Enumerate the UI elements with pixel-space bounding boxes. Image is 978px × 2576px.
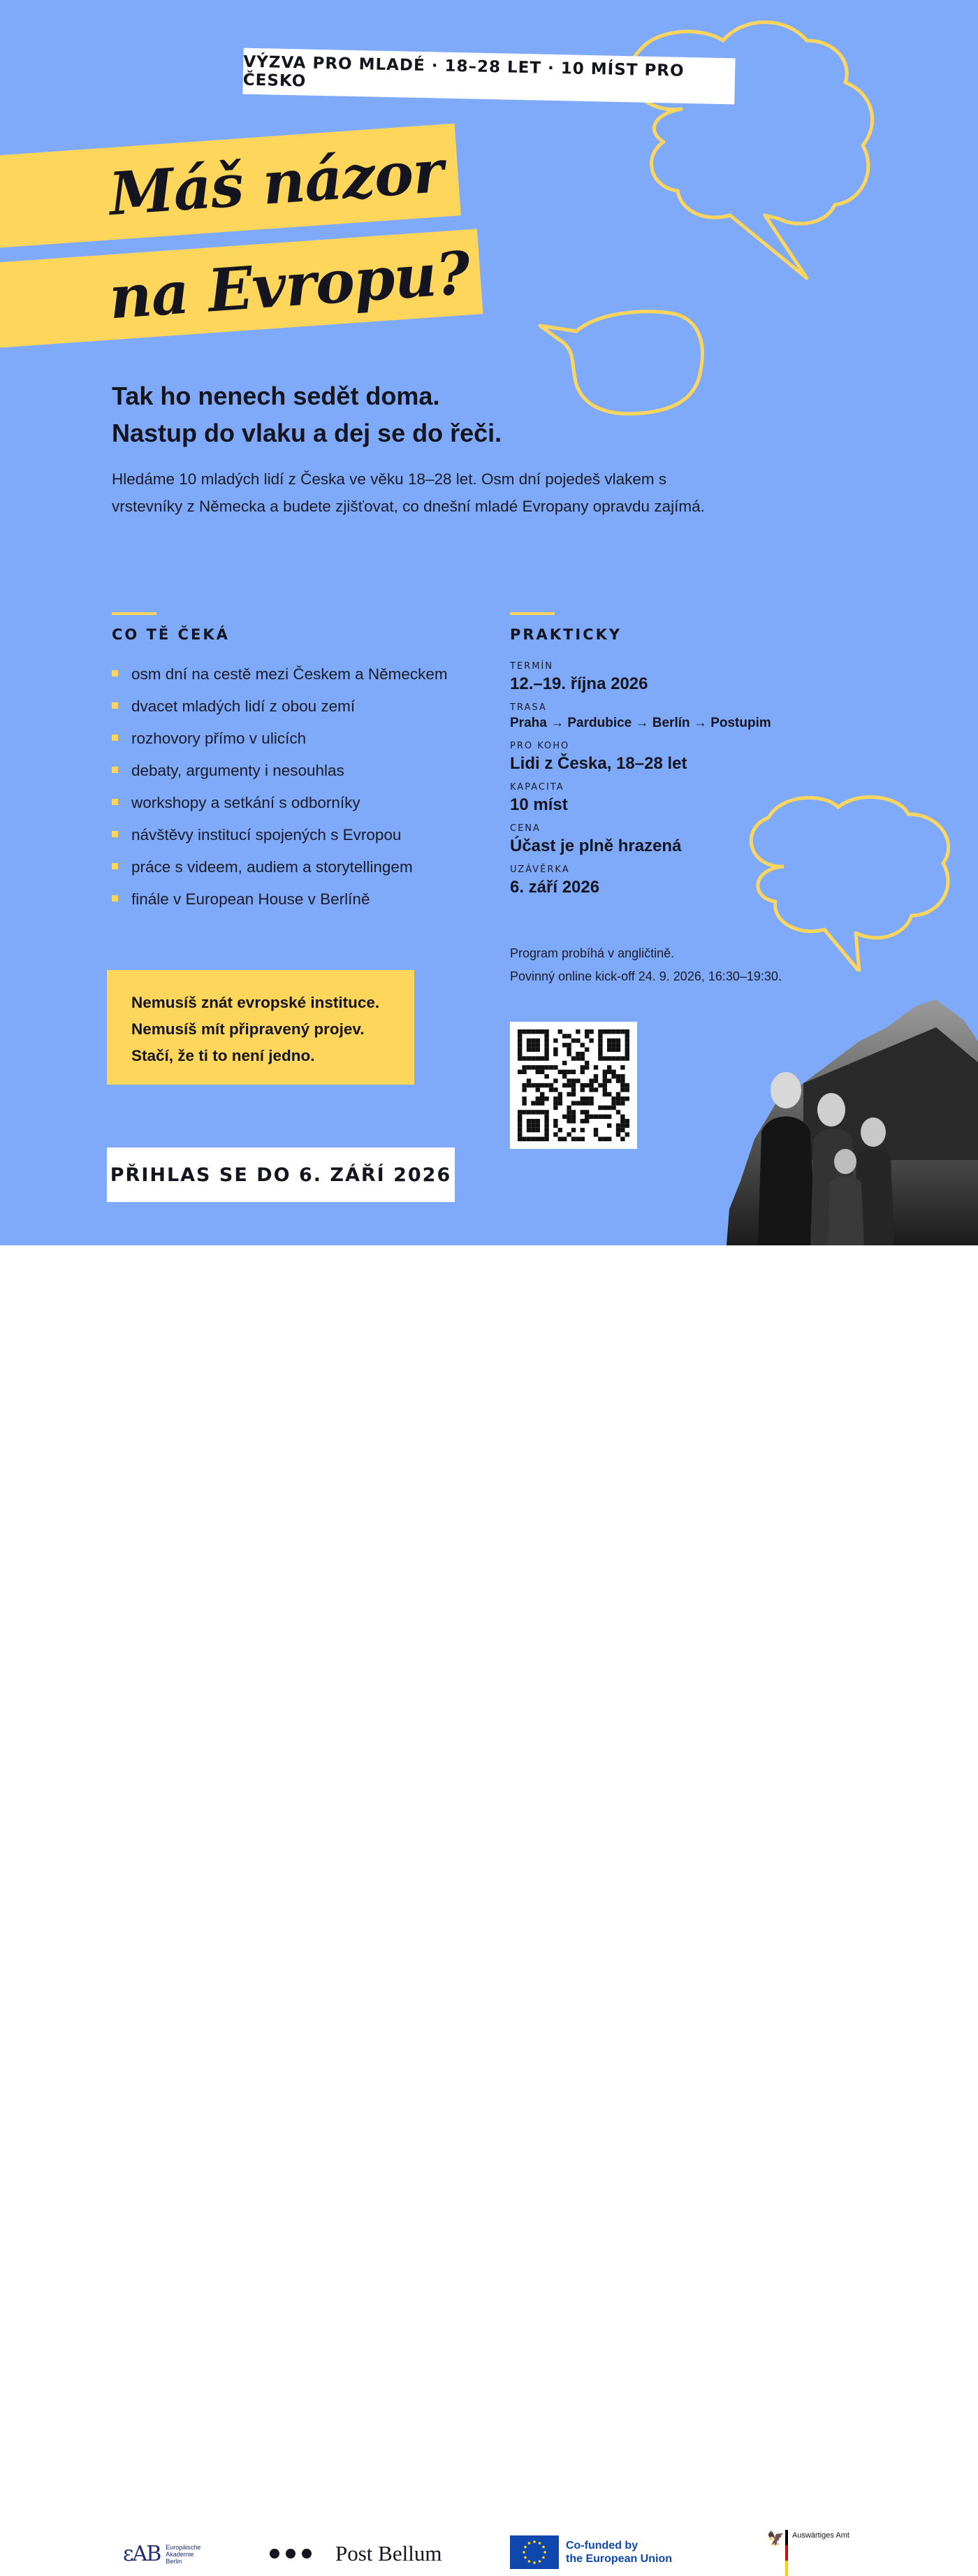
fact-label-audience: PRO KOHO — [510, 741, 570, 751]
note-kickoff: Povinný online kick-off 24. 9. 2026, 16:30–19:30. — [510, 969, 782, 983]
fact-label-capacity: KAPACITA — [510, 782, 564, 793]
eab-logo-icon: ɛAB — [123, 2542, 161, 2566]
reassurance-line-3: Stačí, že ti to není jedno. — [131, 1047, 315, 1064]
logo-eab[interactable] — [123, 2542, 200, 2566]
note-language: Program probíhá v angličtině. — [510, 946, 675, 960]
what-awaits-list — [112, 665, 475, 922]
apply-button[interactable] — [107, 1148, 455, 1202]
bullet-square-icon — [112, 799, 118, 805]
bullet-square-icon — [112, 670, 118, 676]
section-accent-bar — [112, 612, 156, 615]
section-title-what-awaits: CO TĚ ČEKÁ — [112, 626, 230, 643]
bullet-square-icon — [112, 735, 118, 741]
footer-logos — [0, 1245, 978, 2566]
fact-value-price: Účast je plně hrazená — [510, 837, 682, 855]
fact-label-deadline: UZÁVĚRKA — [510, 864, 570, 875]
fact-value-route: Praha → Pardubice → Berlín → Postupim — [510, 716, 771, 730]
fact-value-deadline: 6. září 2026 — [510, 878, 600, 897]
eab-logo-text: Europäische Akademie Berlin — [166, 2543, 201, 2565]
section-accent-bar — [510, 612, 555, 615]
eagle-icon: 🦅 — [767, 2530, 784, 2547]
section-title-practical: PRAKTICKY — [510, 626, 622, 643]
subheadline-line-2: Nastup do vlaku a dej se do řeči. — [112, 419, 502, 447]
tagline-banner — [242, 48, 735, 105]
practical-facts — [510, 661, 838, 906]
eu-flag-icon — [510, 2535, 559, 2569]
headline-band-1 — [0, 124, 461, 249]
apply-button-label: PŘIHLAS SE DO 6. ZÁŘÍ 2026 — [110, 1164, 452, 1186]
fact-value-date: 12.–19. října 2026 — [510, 674, 648, 693]
qr-code-graphic — [510, 1022, 637, 1149]
qr-code[interactable] — [510, 1022, 637, 1149]
fact-label-route: TRASA — [510, 702, 547, 713]
eu-cofunded-text: Co-funded by the European Union — [566, 2540, 672, 2565]
list-item: debaty, argumenty i nesouhlas — [112, 762, 475, 794]
list-item: rozhovory přímo v ulicích — [112, 730, 475, 762]
fact-value-capacity: 10 míst — [510, 795, 568, 814]
fact-label-date: TERMÍN — [510, 661, 553, 672]
tagline-text: VÝZVA PRO MLADÉ · 18–28 LET · 10 MÍST PRO ČESKO — [242, 52, 685, 91]
headline-line-1: Máš názor — [106, 136, 446, 229]
post-bellum-text: Post Bellum — [335, 2541, 442, 2566]
list-item: finále v European House v Berlíně — [112, 890, 475, 922]
list-item: práce s videem, audiem a storytellingem — [112, 858, 475, 890]
headline-band-2 — [0, 229, 483, 348]
poster — [0, 0, 978, 1245]
logo-post-bellum[interactable] — [270, 2541, 441, 2566]
reassurance-box — [107, 970, 414, 1085]
list-item: workshopy a setkání s odborníky — [112, 794, 475, 826]
subheadline — [112, 377, 643, 451]
bullet-square-icon — [112, 863, 118, 869]
reassurance-line-1: Nemusíš znát evropské instituce. — [131, 994, 380, 1011]
logo-eu[interactable] — [510, 2535, 672, 2569]
list-item: návštěvy institucí spojených s Evropou — [112, 826, 475, 858]
post-bellum-dots-icon — [270, 2549, 312, 2559]
logo-auswaertiges-amt[interactable] — [767, 2530, 849, 2576]
fact-value-audience: Lidi z Česka, 18–28 let — [510, 754, 687, 773]
german-flag-stripe — [785, 2530, 788, 2576]
subheadline-line-1: Tak ho nenech sedět doma. — [112, 382, 440, 410]
bullet-square-icon — [112, 895, 118, 902]
list-item: osm dní na cestě mezi Českem a Německem — [112, 665, 475, 697]
historic-photo — [727, 999, 978, 1245]
speech-bubble-icon — [597, 13, 891, 285]
bullet-square-icon — [112, 702, 118, 709]
practical-notes — [510, 942, 824, 988]
headline-line-2: na Evropu? — [106, 237, 472, 332]
bullet-square-icon — [112, 831, 118, 837]
list-item: dvacet mladých lidí z obou zemí — [112, 697, 475, 730]
auswaertiges-amt-text: Auswärtiges Amt — [792, 2531, 849, 2540]
bullet-square-icon — [112, 767, 118, 773]
fact-label-price: CENA — [510, 823, 541, 834]
reassurance-line-2: Nemusíš mít připravený projev. — [131, 1020, 365, 1038]
intro-paragraph: Hledáme 10 mladých lidí z Česka ve věku 18–28 let. Osm dní pojedeš vlakem s vrstevníky z Německa a budete zjišťovat, co dnešní mladé Evropany opravdu zajímá. — [112, 470, 705, 515]
